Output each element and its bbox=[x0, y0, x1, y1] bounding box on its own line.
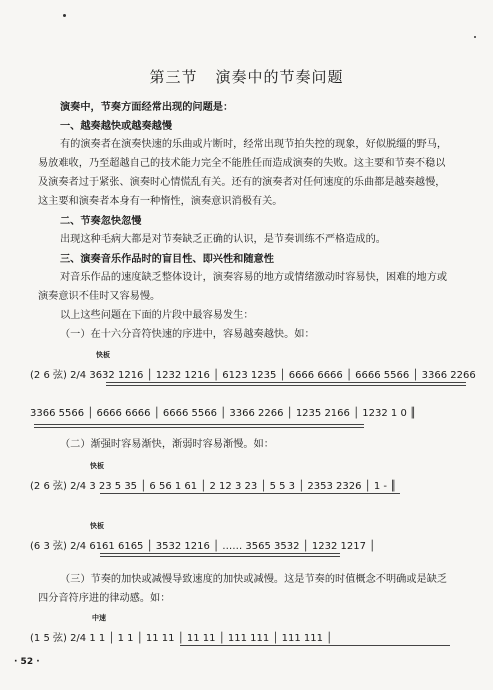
paragraph-line: 易放难收，乃至超越自己的技术能力完全不能胜任而造成演奏的失败。这主要和节奏不稳以 bbox=[38, 158, 446, 169]
heading-three: 三、演奏音乐作品时的盲目性、即兴性和随意性 bbox=[60, 253, 274, 265]
beam-line bbox=[180, 645, 450, 646]
tempo-marking: 快板 bbox=[90, 522, 104, 530]
tempo-marking: 快板 bbox=[90, 462, 104, 470]
example-caption-one: （一）在十六分音符快速的序进中，容易越奏越快。如： bbox=[60, 329, 315, 340]
heading-two: 二、节奏忽快忽慢 bbox=[60, 215, 142, 227]
heading-one: 一、越奏越快或越奏越慢 bbox=[60, 120, 173, 132]
intro-line: 演奏中，节奏方面经常出现的问题是： bbox=[60, 101, 234, 113]
paragraph-line: 有的演奏者在演奏快速的乐曲或片断时，经常出现节拍失控的现象，好似脱缰的野马， bbox=[60, 139, 448, 150]
tempo-marking: 快板 bbox=[96, 351, 110, 359]
beam-line bbox=[106, 385, 466, 386]
paragraph-line: 对音乐作品的速度缺乏整体设计，演奏容易的地方或情绪激动时容易快，困难的地方或 bbox=[60, 272, 448, 283]
section-heading: 演奏中的节奏问题 bbox=[215, 68, 344, 86]
ink-speck bbox=[474, 36, 476, 38]
ink-speck bbox=[63, 14, 66, 17]
section-title bbox=[0, 66, 493, 87]
paragraph-line: 这主要和演奏者本身有一种惰性，演奏意识消极有关。 bbox=[38, 196, 283, 207]
page-number: · 52 · bbox=[14, 657, 40, 667]
beam-line bbox=[100, 556, 340, 557]
notation-line: 3366 5566 │ 6666 6666 │ 6666 5566 │ 3366 2266 │ 1235 2166 │ 1232 1 0 ║ bbox=[30, 408, 417, 419]
beam-line bbox=[34, 427, 364, 428]
paragraph-line: 四分音符序进的律动感。如： bbox=[38, 593, 171, 604]
section-number: 第三节 bbox=[149, 68, 198, 86]
beam-line bbox=[100, 553, 340, 554]
paragraph-line: 演奏意识不佳时又容易慢。 bbox=[38, 291, 161, 302]
notation-line: (1 5 弦) 2/4 1 1 │ 1 1 │ 11 11 │ 11 11 │ 111 111 │ 111 111 │ bbox=[30, 633, 333, 644]
beam-line bbox=[100, 493, 400, 494]
paragraph-line: 以上这些问题在下面的片段中最容易发生： bbox=[60, 310, 254, 321]
beam-line bbox=[34, 424, 364, 425]
paragraph-line: 及演奏者过于紧张、演奏时心情慌乱有关。还有的演奏者对任何速度的乐曲都是越奏越慢， bbox=[38, 177, 446, 188]
notation-line: (2 6 弦) 2/4 3 23 5 35 │ 6 56 1 61 │ 2 12 3 23 │ 5 5 3 │ 2353 2326 │ 1 - ║ bbox=[30, 481, 397, 492]
notation-line: (6 3 弦) 2/4 6161 6165 │ 3532 1216 │ …… 3565 3532 │ 1232 1217 │ bbox=[30, 541, 376, 552]
example-caption-three: （三）节奏的加快或减慢导致速度的加快或减慢。这是节奏的时值概念不明确或是缺乏 bbox=[60, 574, 448, 585]
example-caption-two: （二）渐强时容易渐快，渐弱时容易渐慢。如： bbox=[60, 439, 274, 450]
paragraph-line: 出现这种毛病大都是对节奏缺乏正确的认识，是节奏训练不严格造成的。 bbox=[60, 234, 386, 245]
tempo-marking: 中速 bbox=[92, 614, 106, 622]
beam-line bbox=[106, 382, 466, 383]
notation-line: (2 6 弦) 2/4 3632 1216 │ 1232 1216 │ 6123 1235 │ 6666 6666 │ 6666 5566 │ 3366 2266 bbox=[30, 370, 476, 381]
